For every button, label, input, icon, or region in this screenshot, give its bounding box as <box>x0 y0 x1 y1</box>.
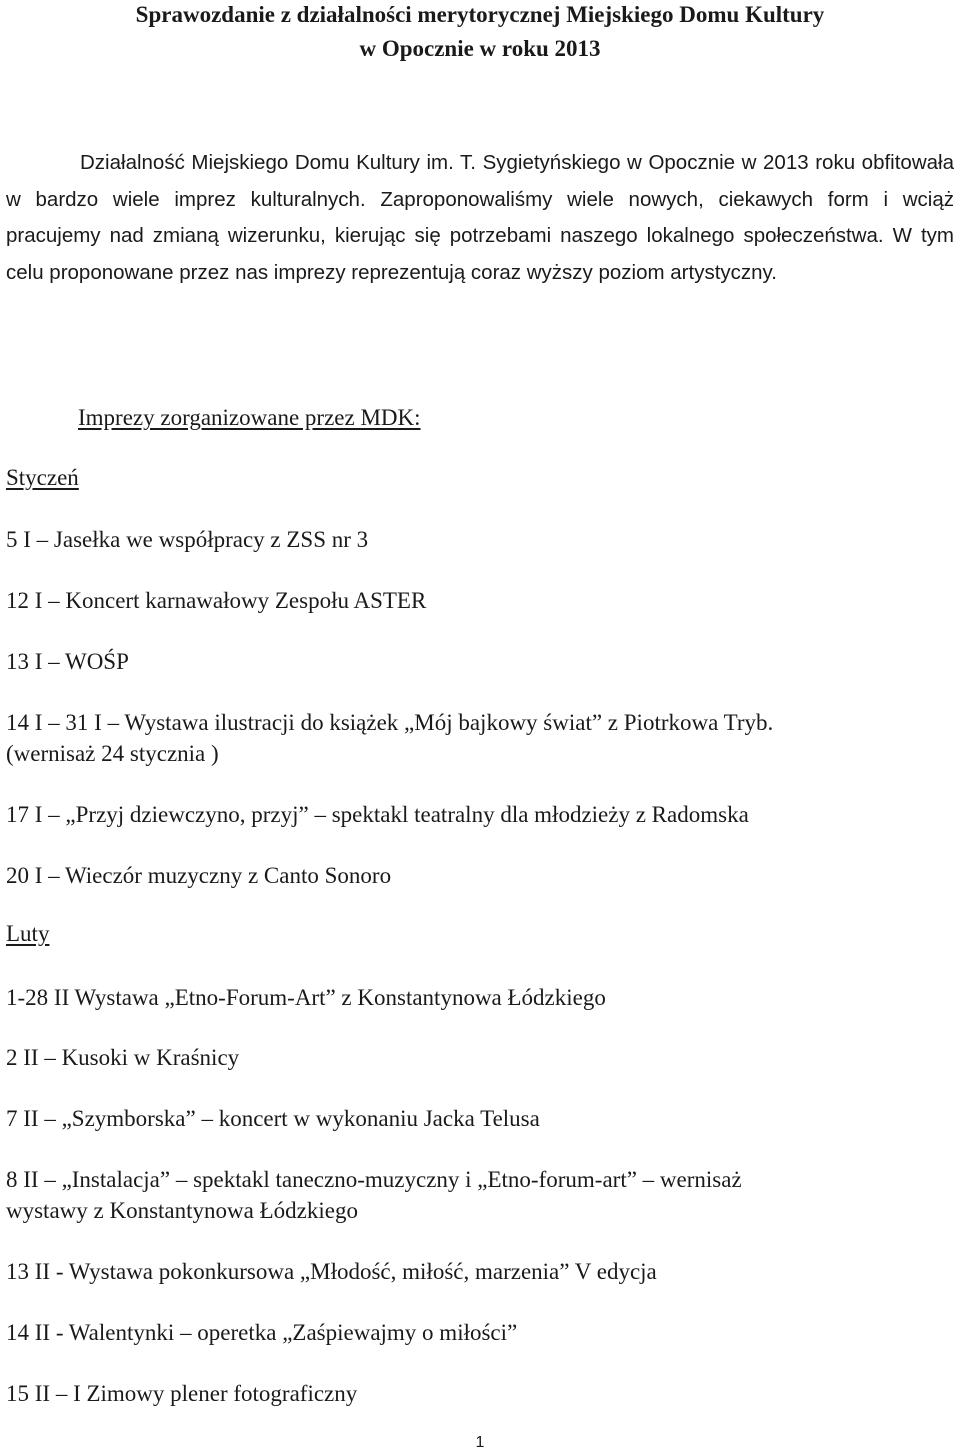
event-item: 2 II – Kusoki w Kraśnicy <box>6 1045 240 1070</box>
event-item-line-2: (wernisaż 24 stycznia ) <box>6 741 219 766</box>
event-item: 15 II – I Zimowy plener fotograficzny <box>6 1381 358 1406</box>
event-item: 13 I – WOŚP <box>6 649 129 674</box>
event-item-line-1: 14 I – 31 I – Wystawa ilustracji do książek „Mój bajkowy świat” z Piotrkowa Tryb. <box>6 710 774 735</box>
event-item: 13 II - Wystawa pokonkursowa „Młodość, miłość, marzenia” V edycja <box>6 1259 657 1284</box>
document-title-line-2: w Opocznie w roku 2013 <box>359 36 601 61</box>
document-title-line-1: Sprawozdanie z działalności merytorycznej Miejskiego Domu Kultury <box>135 2 825 27</box>
event-item: 17 I – „Przyj dziewczyno, przyj” – spektakl teatralny dla młodzieży z Radomska <box>6 802 749 827</box>
event-item <box>6 707 956 769</box>
section-heading: Imprezy zorganizowane przez MDK: <box>78 405 421 430</box>
event-item: 20 I – Wieczór muzyczny z Canto Sonoro <box>6 863 392 888</box>
event-item: 1-28 II Wystawa „Etno-Forum-Art” z Konstantynowa Łódzkiego <box>6 985 606 1010</box>
event-item: 5 I – Jasełka we współpracy z ZSS nr 3 <box>6 527 369 552</box>
month-heading-january: Styczeń <box>6 465 79 490</box>
event-item-line-1: 8 II – „Instalacja” – spektakl taneczno-muzyczny i „Etno-forum-art” – wernisaż <box>6 1167 742 1192</box>
month-heading-february: Luty <box>6 921 50 946</box>
event-item: 12 I – Koncert karnawałowy Zespołu ASTER <box>6 588 427 613</box>
event-item-line-2: wystawy z Konstantynowa Łódzkiego <box>6 1198 358 1223</box>
event-item <box>6 1164 956 1226</box>
event-item: 7 II – „Szymborska” – koncert w wykonaniu Jacka Telusa <box>6 1106 540 1131</box>
page-number: 1 <box>475 1434 485 1451</box>
event-item: 14 II - Walentynki – operetka „Zaśpiewajmy o miłości” <box>6 1320 518 1345</box>
intro-paragraph: Działalność Miejskiego Domu Kultury im. T. Sygietyńskiego w Opocznie w 2013 roku obfitowała w bardzo wiele imprez kulturalnych. Zaproponowaliśmy wiele nowych, ciekawych form i wciąż pracujemy nad zmianą wizerunku, kierując się potrzebami naszego lokalnego społeczeństwa. W tym celu proponowane przez nas imprezy reprezentują coraz wyższy poziom artystyczny. <box>6 151 954 284</box>
